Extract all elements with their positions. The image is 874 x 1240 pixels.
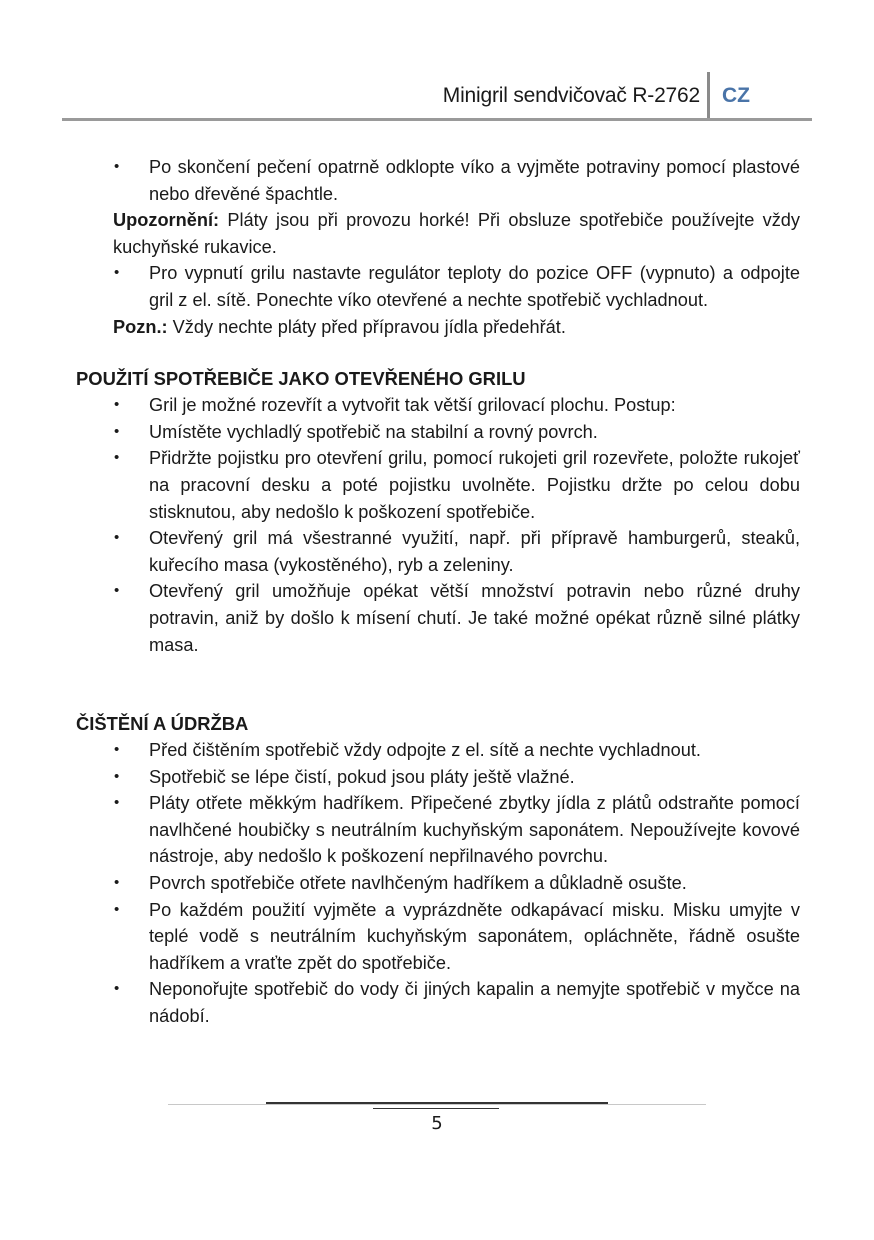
- page-header: [62, 78, 812, 124]
- note: Pozn.: Vždy nechte pláty před přípravou jídla předehřát.: [113, 316, 566, 337]
- bullet-icon: •: [114, 794, 120, 812]
- bullet-icon: •: [114, 158, 120, 175]
- list-item: • Neponořujte spotřebič do vody či jiných kapalin a nemyjte spotřebič v myčce na nádobí.: [76, 976, 800, 1029]
- warning-note: Upozornění: Pláty jsou při provozu horké! Při obsluze spotřebiče používejte vždy kuchyňské rukavice.: [113, 210, 800, 257]
- list-item: • Pro vypnutí grilu nastavte regulátor teploty do pozice OFF (vypnuto) a odpojte gril z el. sítě. Ponechte víko otevřené a nechte spotřebič vychladnout.: [76, 260, 800, 313]
- list-item: • Spotřebič se lépe čistí, pokud jsou pláty ještě vlažné.: [76, 764, 800, 791]
- bullet-icon: •: [114, 422, 120, 440]
- footer-rule: [373, 1108, 499, 1109]
- footer-rule: [266, 1102, 608, 1104]
- list-item: • Otevřený gril má všestranné využití, např. při přípravě hamburgerů, steaků, kuřecího masa (vykostěného), ryb a zeleniny.: [76, 525, 800, 578]
- list-item: • Po skončení pečení opatrně odklopte víko a vyjměte potraviny pomocí plastové nebo dřevěné špachtle.: [76, 154, 800, 207]
- language-code: CZ: [722, 84, 750, 107]
- bullet-icon: •: [114, 900, 120, 918]
- bullet-icon: •: [114, 264, 120, 282]
- list-item: • Povrch spotřebiče otřete navlhčeným hadříkem a důkladně osušte.: [76, 870, 800, 897]
- bullet-icon: •: [114, 582, 120, 600]
- bullet-icon: •: [114, 874, 120, 892]
- bullet-icon: •: [114, 741, 120, 759]
- list-item: • Gril je možné rozevřít a vytvořit tak větší grilovací plochu. Postup:: [76, 392, 800, 419]
- list-item: • Po každém použití vyjměte a vyprázdněte odkapávací misku. Misku umyjte v teplé vodě s neutrálním kuchyňským saponátem, opláchněte, řádně osušte hadříkem a vraťte zpět do spotřebiče.: [76, 897, 800, 977]
- header-rule: [62, 118, 812, 121]
- page-content: [76, 154, 800, 1030]
- bullet-icon: •: [114, 529, 120, 547]
- document-title: Minigril sendvičovač R-2762: [442, 84, 700, 107]
- list-item: • Před čištěním spotřebič vždy odpojte z el. sítě a nechte vychladnout.: [76, 737, 800, 764]
- note-label: Upozornění:: [113, 210, 220, 231]
- list-item: • Umístěte vychladlý spotřebič na stabilní a rovný povrch.: [76, 419, 800, 446]
- section-heading: ČIŠTĚNÍ A ÚDRŽBA: [76, 713, 249, 735]
- section-heading: POUŽITÍ SPOTŘEBIČE JAKO OTEVŘENÉHO GRILU: [76, 368, 526, 390]
- list-item: • Pláty otřete měkkým hadříkem. Připečené zbytky jídla z plátů odstraňte pomocí navlhčené houbičky s neutrálním kuchyňským saponátem. Nepoužívejte kovové nástroje, aby nedošlo k poškození nepřilnavého povrchu.: [76, 790, 800, 870]
- list-item: • Otevřený gril umožňuje opékat větší množství potravin nebo různé druhy potravin, aniž by došlo k mísení chutí. Je také možné opékat různě silné plátky masa.: [76, 578, 800, 658]
- page-number: 5: [431, 1113, 443, 1134]
- bullet-icon: •: [114, 980, 120, 998]
- header-divider: [707, 72, 710, 118]
- bullet-icon: •: [114, 449, 120, 467]
- list-item: • Přidržte pojistku pro otevření grilu, pomocí rukojeti gril rozevřete, položte rukojeť na pracovní desku a poté pojistku uvolněte. Pojistku držte po celou dobu stisknutou, aby nedošlo k poškození spotřebiče.: [76, 445, 800, 525]
- bullet-icon: •: [114, 767, 120, 785]
- note-label: Pozn.:: [113, 316, 168, 337]
- footer-rule: [168, 1104, 706, 1105]
- bullet-icon: •: [114, 396, 120, 414]
